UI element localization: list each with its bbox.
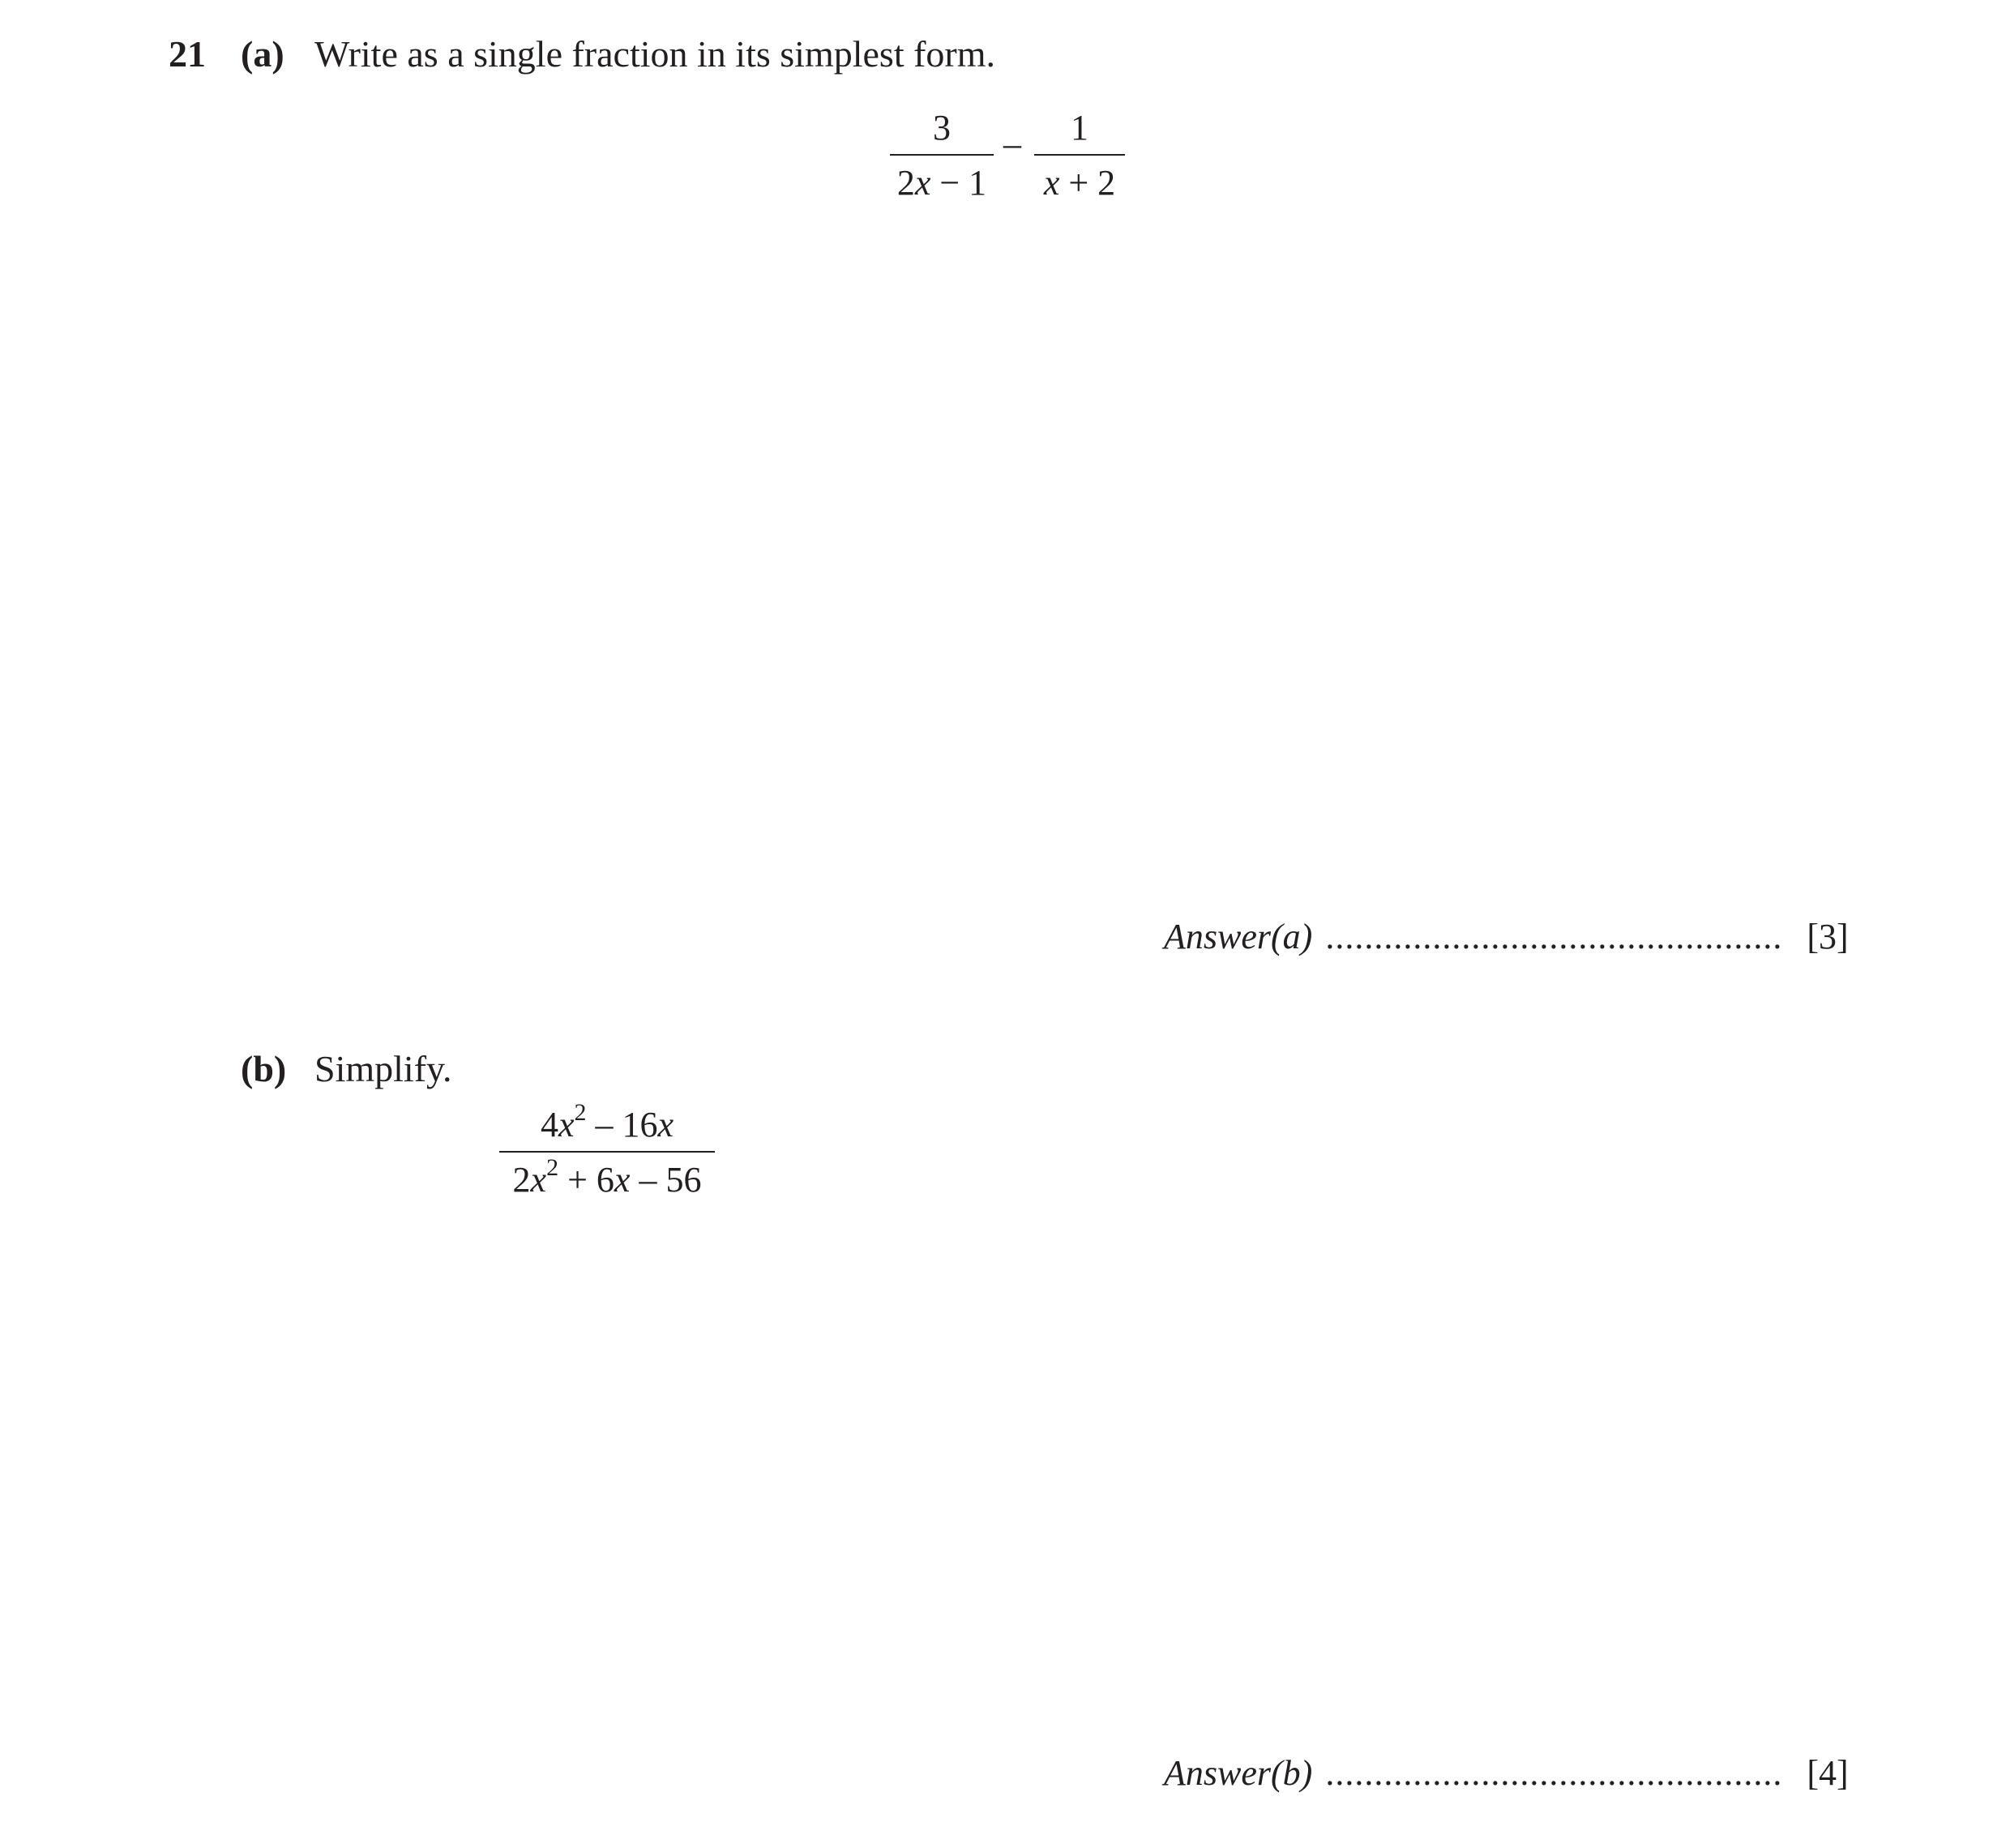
fraction-b	[499, 1099, 715, 1200]
answer-a-label: Answer(a)	[1164, 917, 1313, 956]
part-b-label: (b)	[241, 1048, 287, 1089]
part-a-label: (a)	[241, 33, 284, 75]
answer-b-dots[interactable]: ...............................................	[1325, 1753, 1783, 1793]
fraction-a1-denominator: 2x − 1	[896, 163, 987, 203]
fraction-b-denominator: $2x^2 + 6x - 56$	[512, 1154, 702, 1200]
answer-a-dots[interactable]: ...............................................	[1325, 917, 1783, 956]
fraction-a1-numerator: 3	[933, 108, 951, 148]
answer-b-label: Answer(b)	[1164, 1753, 1313, 1793]
fraction-a1	[890, 110, 994, 201]
fraction-a2-denominator: x + 2	[1043, 163, 1116, 203]
fraction-b-numerator: $4x^2 - 16x$	[540, 1099, 674, 1144]
part-a-instruction: Write as a single fraction in its simplest form.	[314, 33, 996, 75]
part-b-instruction: Simplify.	[314, 1048, 452, 1089]
answer-b-marks: [4]	[1807, 1753, 1849, 1793]
answer-b-line[interactable]	[1164, 1752, 1849, 1794]
answer-a-marks: [3]	[1807, 917, 1849, 956]
question-number: 21	[169, 33, 206, 75]
fraction-a2	[1034, 110, 1125, 201]
minus-operator: –	[1003, 124, 1021, 164]
answer-a-line[interactable]	[1164, 916, 1849, 957]
fraction-a2-numerator: 1	[1071, 108, 1088, 148]
